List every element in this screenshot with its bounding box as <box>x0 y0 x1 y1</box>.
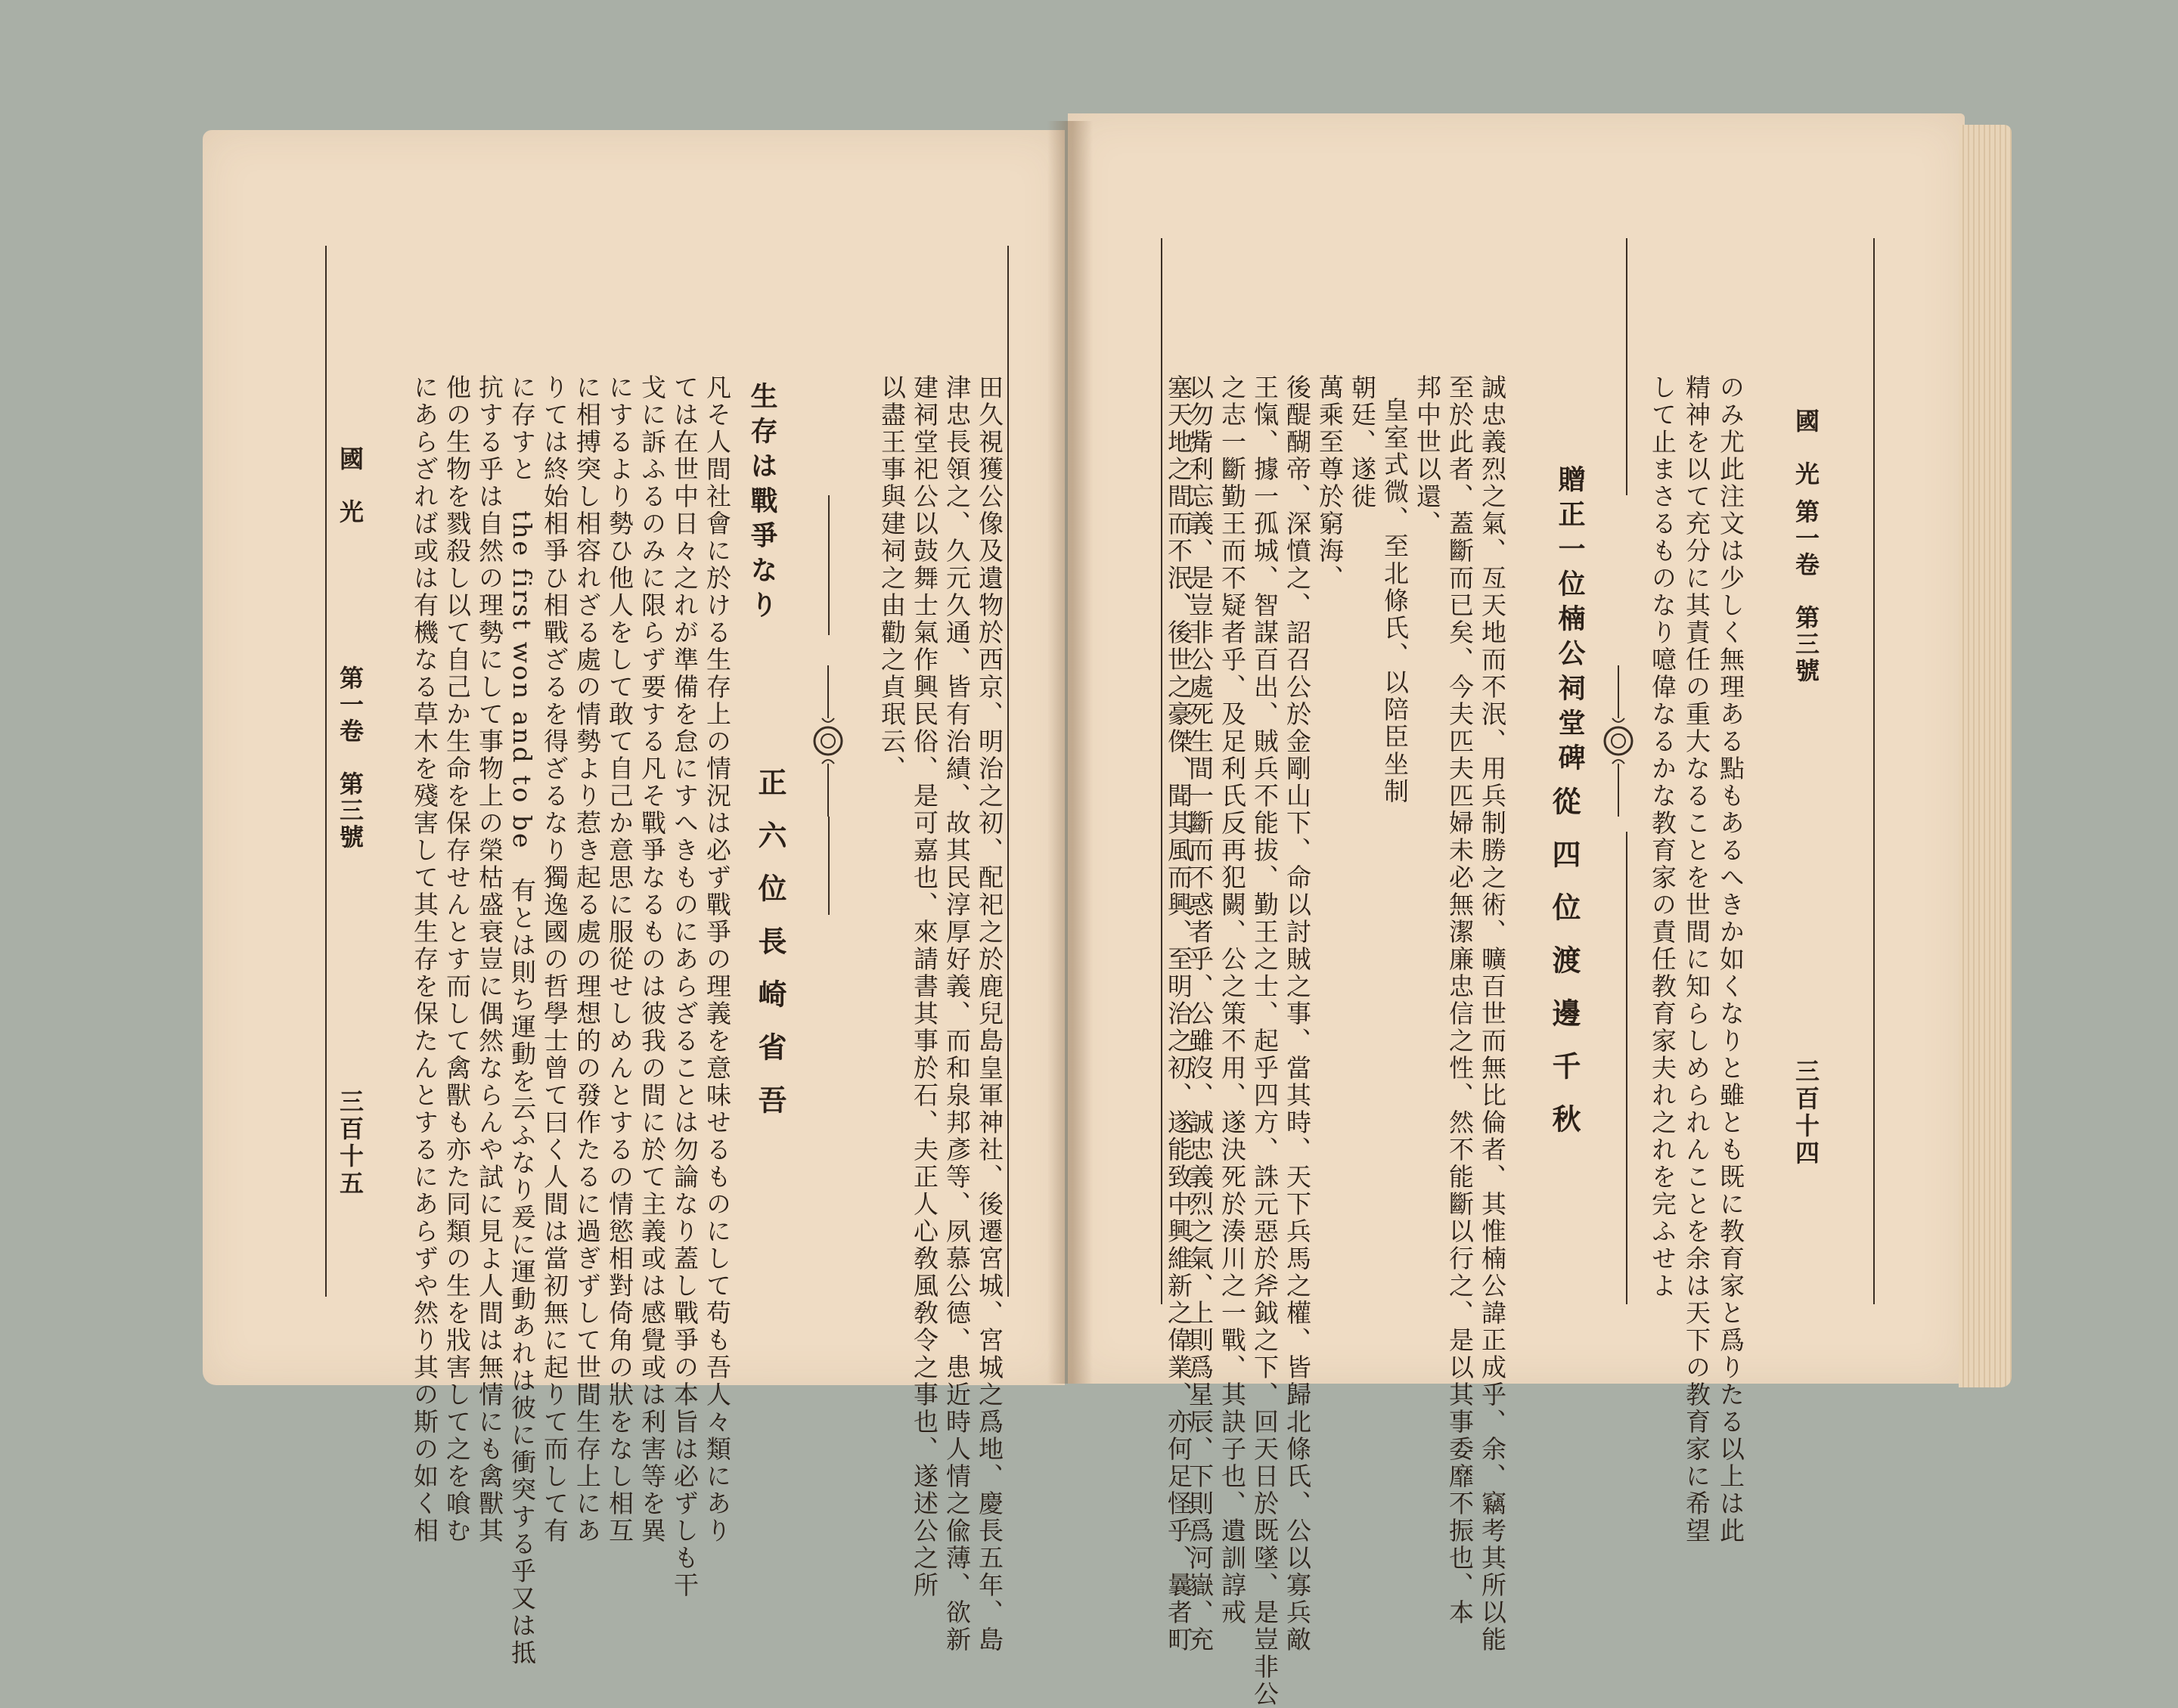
running-title-left: 國 光 <box>336 446 365 525</box>
left-article-col-3: 戈に訴ふるのみに限らず要する凡そ戰爭なるものは彼我の間に於て主義或は感覺或は利害等を異 <box>638 374 667 1545</box>
right-article-col-9: 之志一斷勤王而不疑者乎、及足利氏反再犯闕、公之策不用、遂決死於湊川之一戰、其訣子也、遺訓諄戒 <box>1218 374 1247 1626</box>
article-title-left: 生存は戰爭なり <box>746 382 778 625</box>
article-author-right: 從四位渡邊千秋 <box>1547 786 1581 1157</box>
left-article-col-6: りては終始相爭ひ相戰ざるを得ざるなり獨逸國の哲學士曾て曰く人間は當初無に起りて而して有 <box>540 374 569 1545</box>
left-article-col-5: に相搏突し相容れざる處の情勢より惹き起る處の理想的の發作たるに過ぎずして世間生存上にあ <box>572 374 602 1545</box>
left-article-col-7: に存すと the first won and to be 有とは則ち運動を云ふなり爰に運動あれは彼に衝突する乎又は抵 <box>507 374 537 1667</box>
left-continued-col-2: 津忠長領之、久元久通、皆有治績、故其民淳厚好義、而和泉邦彥等、夙慕公德、患近時人情之偸薄、欲新 <box>942 374 972 1654</box>
left-article-col-9: 他の生物を戮殺し以て自己か生命を保存せんとす而して禽獸も亦た同類の生を戕害して之を喰む <box>442 374 472 1545</box>
right-prose-col-2: 精神を以て充分に其責任の重大なることを世間に知らしめられんことを余は天下の教育家に希望 <box>1682 374 1711 1545</box>
left-continued-col-3: 建祠堂祀公以鼓舞士氣作興民俗、是可嘉也、來請書其事於石、夫正人心敎風敎令之事也、遂述公之所 <box>910 374 939 1599</box>
divider-line-left-bottom <box>828 817 830 915</box>
left-article-col-8: 抗する乎は自然の理勢にして事物上の榮枯盛衰豈に偶然ならんや試に見よ人間は無情にも禽獸其 <box>475 374 504 1545</box>
right-article-col-1: 誠忠義烈之氣、亙天地而不泯、用兵制勝之術、曠百世而無比倫者、其惟楠公諱正成乎、余、竊考其所以能 <box>1478 374 1507 1654</box>
ornament-left <box>813 665 843 817</box>
left-article-col-4: にするより勢ひ他人をして敢て自己か意思に服從せしめんとするの情慾相對倚角の狀をなし相互 <box>605 374 634 1545</box>
left-article-col-1: 凡そ人間社會に於ける生存上の情況は必ず戰爭の理義を意味せるものにして苟も吾人々類にあり <box>703 374 732 1545</box>
right-article-col-7: 後醍醐帝、深憤之、詔召公於金剛山下、命以討賊之事、當其時、天下兵馬之權、皆歸北條氏、公以寡兵敵 <box>1283 374 1312 1654</box>
volume-issue-left: 第一卷 第三號 <box>336 665 365 851</box>
right-article-col-4: 皇室式微、至北條氏、以陪臣坐制 <box>1380 397 1410 805</box>
right-article-col-8: 王愾、據一孤城、智謀百出、賊兵不能拔、勤王之士、起乎四方、誅元惡於斧鉞之下、回天日於既墜、是豈非公 <box>1250 374 1280 1708</box>
right-prose-col-3: して止まさるものなり噫偉なるかな教育家の責任教育家夫れ之れを完ふせよ <box>1648 374 1677 1300</box>
right-prose-col-1: のみ尤此注文は少しく無理ある點もあるへきか如くなりと雖とも既に教育家と爲りたる以上は此 <box>1716 374 1745 1545</box>
ornament-right <box>1603 665 1634 817</box>
right-article-col-6: 萬乘至尊於窮海、 <box>1315 374 1345 592</box>
left-continued-col-4: 以盡王事與建祠之由勸之貞珉云、 <box>877 374 907 783</box>
left-article-col-2: ては在世中日々之れが準備を怠にすへきものにあらざることは勿論なり蓋し戰爭の本旨は必ずしも干 <box>670 374 700 1599</box>
right-article-col-11: 塞天地之間而不泯、後世之豪傑、聞其風而興、至明治之初、遂能致中興維新之偉業、亦何足怪乎、曩者町 <box>1164 374 1193 1654</box>
divider-line-right-bottom <box>1626 832 1627 1304</box>
page-edges <box>1959 125 2012 1387</box>
page-number-right: 三百十四 <box>1792 1059 1820 1167</box>
book-gutter <box>1047 121 1093 1384</box>
divider-line-right-top <box>1626 238 1627 495</box>
right-article-col-2: 至於此者、蓋斷而已矣、今夫匹夫匹婦未必無潔廉忠信之性、然不能斷以行之、是以其事委靡不振也、本 <box>1445 374 1475 1626</box>
right-article-col-5: 朝廷、遂徙 <box>1348 374 1377 510</box>
left-continued-col-1: 田久視獲公像及遺物於西京、明治之初、配祀之於鹿兒島皇軍神社、後遷宮城、宮城之爲地、慶長五年、島 <box>975 374 1004 1654</box>
page-number-left: 三百十五 <box>336 1089 365 1198</box>
left-article-col-10: にあらざれば或は有機なる草木を殘害して其生存を保たんとするにあらずや然り其の斯の如く相 <box>410 374 439 1545</box>
running-title-right: 國 光 <box>1792 408 1820 488</box>
divider-line-left-top <box>828 495 830 635</box>
right-article-col-10: 以勿觜利忘義、是豈非公處死生間一斷而不惑者乎、公雖沒、誠忠義烈之氣、上則爲星辰、下則爲河嶽、充 <box>1185 374 1215 1654</box>
article-author-left: 正六位長崎省吾 <box>753 767 787 1138</box>
right-article-col-3: 邦中世以還、 <box>1413 374 1442 538</box>
volume-issue-right: 第一卷 第三號 <box>1792 499 1820 684</box>
article-title-right: 贈正一位楠公祠堂碑 <box>1554 465 1586 778</box>
